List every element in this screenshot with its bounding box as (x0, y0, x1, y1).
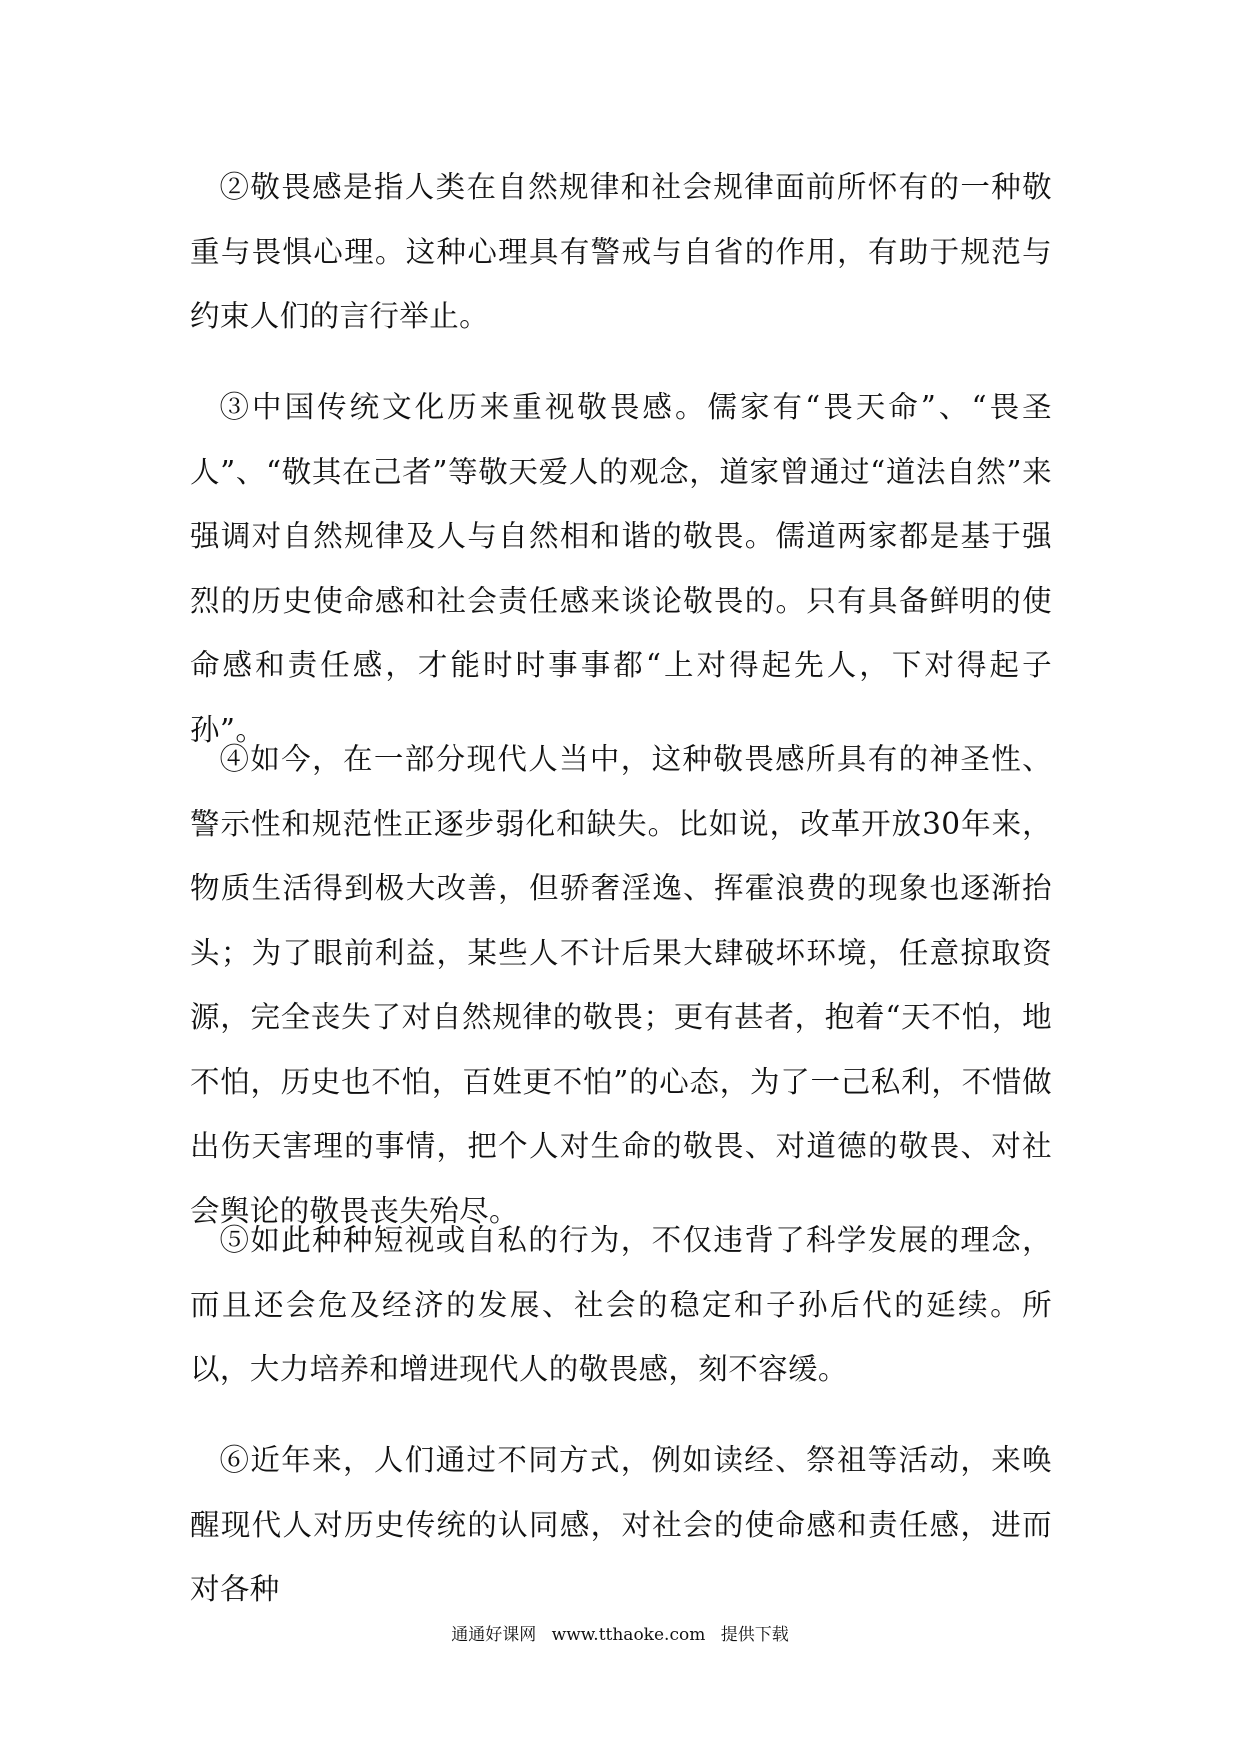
paragraph-6: ⑥近年来，人们通过不同方式，例如读经、祭祖等活动，来唤醒现代人对历史传统的认同感，对社会的使命感和责任感，进而对各种 (190, 1443, 1052, 1606)
paragraph-4: ④如今，在一部分现代人当中，这种敬畏感所具有的神圣性、警示性和规范性正逐步弱化和缺失。比如说，改革开放30年来，物质生活得到极大改善，但骄奢淫逸、挥霍浪费的现象也逐渐抬头；为了眼前利益，某些人不计后果大肆破坏环境，任意掠取资源，完全丧失了对自然规律的敬畏；更有甚者，抱着“天不怕，地不怕，历史也不怕，百姓更不怕”的心态，为了一己私利，不惜做出伤天害理的事情，把个人对生命的敬畏、对道德的敬畏、对社会舆论的敬畏丧失殆尽。 (190, 742, 1052, 1228)
footer-url: www.tthaoke.com (551, 1625, 706, 1645)
footer-action: 提供下载 (720, 1625, 789, 1645)
paragraph-5: ⑤如此种种短视或自私的行为，不仅违背了科学发展的理念，而且还会危及经济的发展、社会的稳定和子孙后代的延续。所以，大力培养和增进现代人的敬畏感，刻不容缓。 (190, 1223, 1052, 1386)
paragraph-3: ③中国传统文化历来重视敬畏感。儒家有“畏天命”、“畏圣人”、“敬其在己者”等敬天爱人的观念，道家曾通过“道法自然”来强调对自然规律及人与自然相和谐的敬畏。儒道两家都是基于强烈的历史使命感和社会责任感来谈论敬畏的。只有具备鲜明的使命感和责任感，才能时时事事都“上对得起先人，下对得起子孙”。 (190, 390, 1052, 747)
page-footer (0, 1620, 1240, 1645)
paragraph-2: ②敬畏感是指人类在自然规律和社会规律面前所怀有的一种敬重与畏惧心理。这种心理具有警戒与自省的作用，有助于规范与约束人们的言行举止。 (190, 170, 1052, 333)
footer-site-name: 通通好课网 (451, 1625, 537, 1645)
